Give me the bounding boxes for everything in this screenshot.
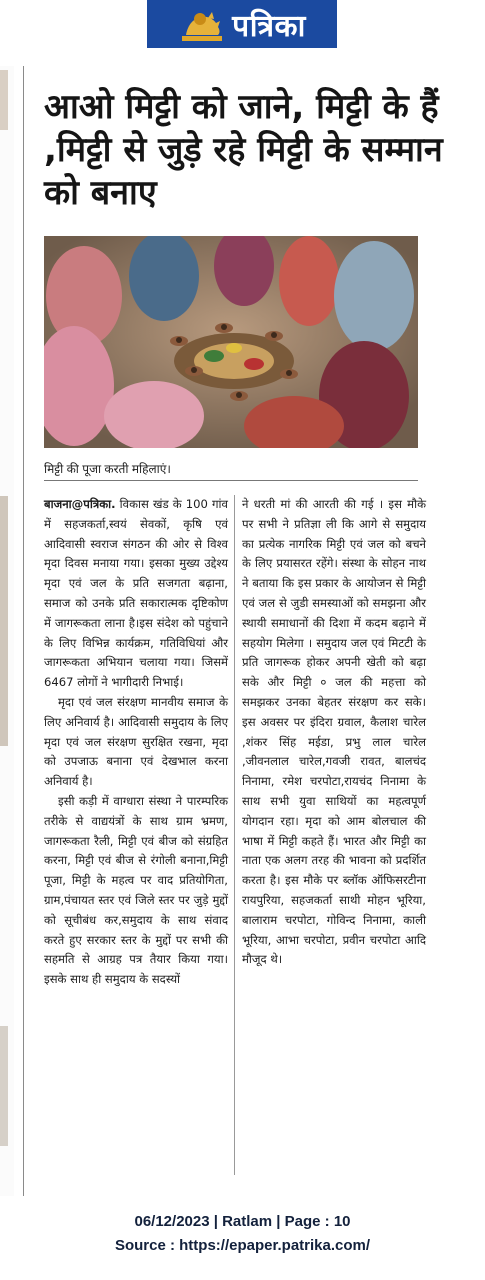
footer-source: Source : https://epaper.patrika.com/	[114, 1237, 371, 1254]
masthead	[147, 0, 337, 48]
paragraph-1-text: विकास खंड के 100 गांव में सहजकर्ता,स्वयं सेवकों, कृषि एवं आदिवासी स्वराज संगठन की ओर से विश्व मृदा दिवस मनाया गया। इसका मुख्य उद्देश्य मृदा एवं जल के प्रति सजगता बढ़ाना, समाज को उनके प्रति सकारात्मक दृष्टिकोण में जागरूकता लाना है।इस संदेश को पहुंचाने के लिए विभिन्न कार्यक्रम, गतिविधियां और जागरूकता अभियान चलाया गया। जिसमें 6467 लोगों ने भागीदारी निभाई।	[44, 497, 228, 690]
column-rule	[23, 66, 24, 1196]
column-divider	[234, 495, 235, 1175]
lion-emblem-icon	[178, 4, 226, 44]
paragraph-4: ने धरती मां की आरती की गई । इस मौके पर सभी ने प्रतिज्ञा ली कि आगे से समुदाय का प्रत्येक नागरिक मिट्टी एवं जल को बचने के लिए प्रयासरत रहेंगे। संस्था के सोहन नाथ ने बताया कि इस प्रकार के आयोजन से मिट्टी एवं जल से जुडी समस्याओं को समझना और स्थायी समाधानों की दिशा में कदम बढ़ाने में सहयोग मिलेगा । समुदाय जल एवं मिटटी के प्रति जागरूक होकर अपनी खेती को बढ़ा सके और मिट्टी ० जल की महत्ता को समझकर उनका बेहतर संरक्षण कर सके। इस अवसर पर इंदिरा ग्रवाल, कैलाश चारेल ,शंकर सिंह मईडा, प्रभु लाल चारेल ,जीवनलाल चारेल,गवजी रावत, बालचंद निनामा, रमेश चरपोटा,रायचंद निनामा के साथ सभी युवा साथियों का महत्वपूर्ण योगदान रहा। मृदा को आम बोलचाल की भाषा में मिट्टी कहते हैं। भारत और मिट्टी का नाता एक अलग तरह की भावना को प्रदर्शित करता है। इस मौके पर ब्लॉक ऑफिसरटीना रायपुरिया, सहजकर्ता साथी मोहन भूरिया, बालाराम चरपोटा, गोविन्द निनामा, काली भूरिया, आभा चरपोटा, प्रवीन चरपोटा आदि मौजूद थे।	[242, 497, 426, 967]
paragraph-1	[44, 495, 228, 693]
footer-date-page: 06/12/2023 | Ratlam | Page : 10	[134, 1213, 351, 1230]
article-column-left	[44, 495, 228, 990]
paragraph-2: मृदा एवं जल संरक्षण मानवीय समाज के लिए अनिवार्य है। आदिवासी समुदाय के लिए मृदा एवं जल संरक्षण सुरक्षित रखना, मृदा को उपजाऊ बनाना एवं देखभाल करना अनिवार्य है।	[44, 694, 228, 789]
paragraph-3: इसी कड़ी में वाग्धारा संस्था ने पारम्परिक तरीके से वाद्ययंत्रों के साथ ग्राम भ्रमण, जागरूकता रैली, मिट्टी एवं बीज को संग्रहित करना, मिट्टी एवं बीज से रंगोली बनाना,मिट्टी पूजा, मिट्टी के महत्व पर वाद प्रतियोगिता, ग्राम,पंचायत स्तर एवं जिले स्तर पर जुड़े मुद्दों को सूचीबंध कर,समुदाय के साथ संवाद करते हुए सरकार स्तर के मुद्दों पर सभी की सहमति से आग्रह पत्र तैयार किया गया। इसके साथ ही समुदाय के सदस्यों	[44, 793, 228, 987]
photo-caption: मिट्टी की पूजा करती महिलाएं।	[44, 462, 171, 476]
masthead-title: पत्रिका	[232, 8, 306, 44]
source-footer	[0, 1210, 485, 1258]
adjacent-column-strip	[0, 66, 14, 1196]
article-photo	[44, 236, 418, 448]
article-column-right	[242, 495, 426, 970]
headline: आओ मिट्टी को जाने, मिट्टी के हैं ,मिट्टी से जुड़े रहे मिट्टी के सम्मान को बनाए	[44, 87, 443, 213]
dateline: बाजना@पत्रिका.	[44, 497, 116, 511]
caption-rule	[44, 480, 418, 481]
